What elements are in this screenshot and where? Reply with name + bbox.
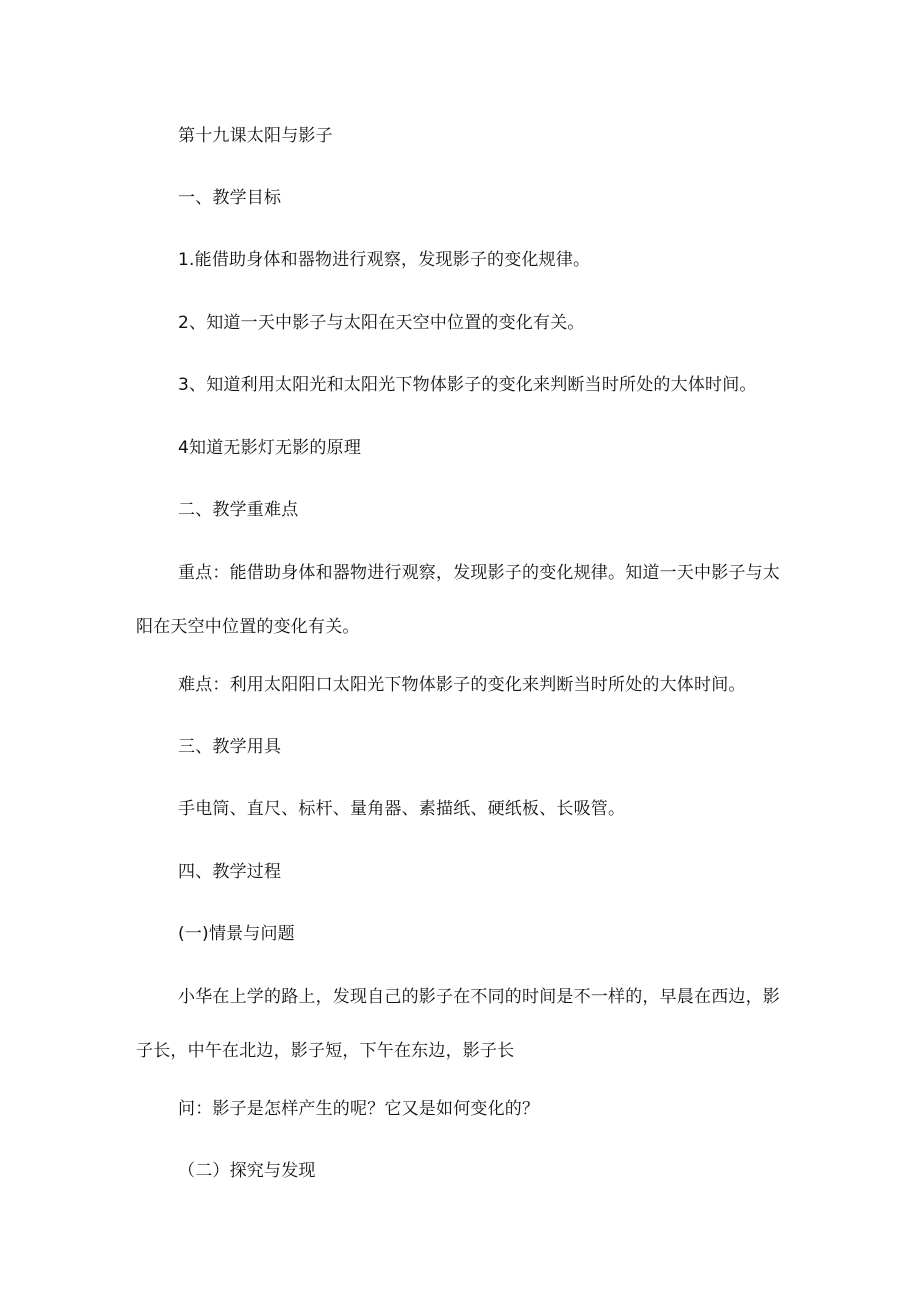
section-heading-tools: 三、教学用具 — [178, 737, 282, 757]
objective-item-3: 3、知道利用太阳光和太阳光下物体影子的变化来判断当时所处的大体时间。 — [178, 375, 757, 395]
objective-item-1: 1.能借助身体和器物进行观察，发现影子的变化规律。 — [178, 250, 591, 270]
key-point-line-1: 重点：能借助身体和器物进行观察，发现影子的变化规律。知道一天中影子与太 — [178, 563, 780, 583]
difficult-point-paragraph: 难点：利用太阳阳口太阳光下物体影子的变化来判断当时所处的大体时间。 — [178, 675, 746, 695]
scenario-line-1: 小华在上学的路上，发现自己的影子在不同的时间是不一样的，早晨在西边，影 — [178, 987, 780, 1007]
section-heading-process: 四、教学过程 — [178, 862, 282, 882]
subsection-heading-exploration: （二）探究与发现 — [178, 1161, 316, 1181]
key-point-line-2: 阳在天空中位置的变化有关。 — [136, 617, 360, 637]
scenario-line-2: 子长，中午在北边，影子短，下午在东边，影子长 — [136, 1041, 515, 1061]
objective-item-2: 2、知道一天中影子与太阳在天空中位置的变化有关。 — [178, 313, 585, 333]
question-paragraph: 问：影子是怎样产生的呢？它又是如何变化的？ — [178, 1099, 540, 1119]
document-title: 第十九课太阳与影子 — [178, 126, 333, 146]
tools-list: 手电筒、直尺、标杆、量角器、素描纸、硬纸板、长吸管。 — [178, 799, 626, 819]
section-heading-objectives: 一、教学目标 — [178, 188, 282, 208]
objective-item-4: 4知道无影灯无影的原理 — [178, 438, 362, 458]
section-heading-key-points: 二、教学重难点 — [178, 500, 299, 520]
subsection-heading-scenario: (一)情景与问题 — [178, 924, 295, 944]
